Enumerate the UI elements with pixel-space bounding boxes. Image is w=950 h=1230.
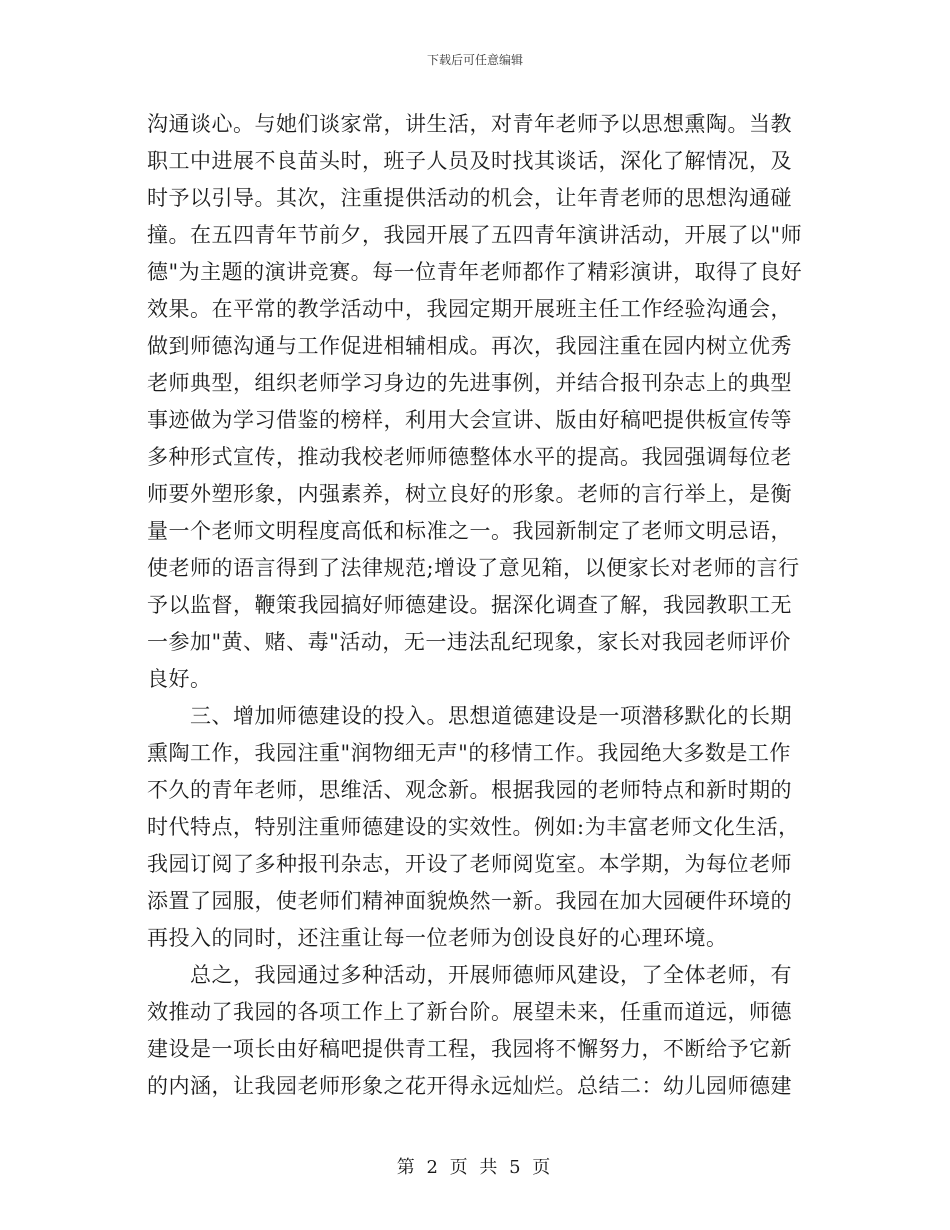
page-number-footer: 第 2 页 共 5 页 xyxy=(396,1157,554,1178)
body-text-line: 良好。 xyxy=(147,667,212,691)
body-text-line: 我园订阅了多种报刊杂志，开设了老师阅览室。本学期，为每位老师 xyxy=(147,852,792,876)
body-text-line: 老师典型，组织老师学习身边的先进事例，并结合报刊杂志上的典型 xyxy=(147,371,792,395)
document-body xyxy=(147,106,807,1105)
body-text-line: 效果。在平常的教学活动中，我园定期开展班主任工作经验沟通会， xyxy=(147,297,792,321)
body-text-line: 一参加"黄、赌、毒"活动，无一违法乱纪现象，家长对我园老师评价 xyxy=(147,630,791,654)
body-text-line: 师要外塑形象，内强素养，树立良好的形象。老师的言行举上，是衡 xyxy=(147,482,792,506)
body-text-line: 建设是一项长由好稿吧提供青工程，我园将不懈努力，不断给予它新 xyxy=(147,1037,792,1061)
body-text-line: 效推动了我园的各项工作上了新台阶。展望未来，任重而道远，师德 xyxy=(147,1000,792,1024)
body-text-line: 总之，我园通过多种活动，开展师德师风建设，了全体老师，有 xyxy=(147,963,792,987)
body-text-line: 量一个老师文明程度高低和标准之一。我园新制定了老师文明忌语， xyxy=(147,519,792,543)
body-text-line: 撞。在五四青年节前夕，我园开展了五四青年演讲活动，开展了以"师 xyxy=(147,223,803,247)
body-text-line: 事迹做为学习借鉴的榜样，利用大会宣讲、版由好稿吧提供板宣传等 xyxy=(147,408,792,432)
body-text-line: 熏陶工作，我园注重"润物细无声"的移情工作。我园绝大多数是工作 xyxy=(147,741,791,765)
body-text-line: 德"为主题的演讲竞赛。每一位青年老师都作了精彩演讲，取得了良好 xyxy=(147,260,803,284)
body-text-line: 时代特点，特别注重师德建设的实效性。例如:为丰富老师文化生活， xyxy=(147,815,800,839)
body-text-line: 做到师德沟通与工作促进相辅相成。再次，我园注重在园内树立优秀 xyxy=(147,334,792,358)
body-text-line: 职工中进展不良苗头时，班子人员及时找其谈话，深化了解情况，及 xyxy=(147,149,792,173)
body-text-line: 使老师的语言得到了法律规范;增设了意见箱，以便家长对老师的言行 xyxy=(147,556,800,580)
body-text-line: 三、增加师德建设的投入。思想道德建设是一项潜移默化的长期 xyxy=(147,704,792,728)
body-text-line: 沟通谈心。与她们谈家常，讲生活，对青年老师予以思想熏陶。当教 xyxy=(147,112,792,136)
body-text-line: 多种形式宣传，推动我校老师师德整体水平的提高。我园强调每位老 xyxy=(147,445,792,469)
body-text-line: 予以监督，鞭策我园搞好师德建设。据深化调查了解，我园教职工无 xyxy=(147,593,792,617)
body-text-line: 不久的青年老师，思维活、观念新。根据我园的老师特点和新时期的 xyxy=(147,778,792,802)
body-text-line: 再投入的同时，还注重让每一位老师为创设良好的心理环境。 xyxy=(147,926,728,950)
page-header: 下载后可任意编辑 xyxy=(426,53,523,67)
body-text-line: 时予以引导。其次，注重提供活动的机会，让年青老师的思想沟通碰 xyxy=(147,186,792,210)
body-text-line: 的内涵，让我园老师形象之花开得永远灿烂。总结二：幼儿园师德建 xyxy=(147,1074,792,1098)
body-text-line: 添置了园服，使老师们精神面貌焕然一新。我园在加大园硬件环境的 xyxy=(147,889,792,913)
